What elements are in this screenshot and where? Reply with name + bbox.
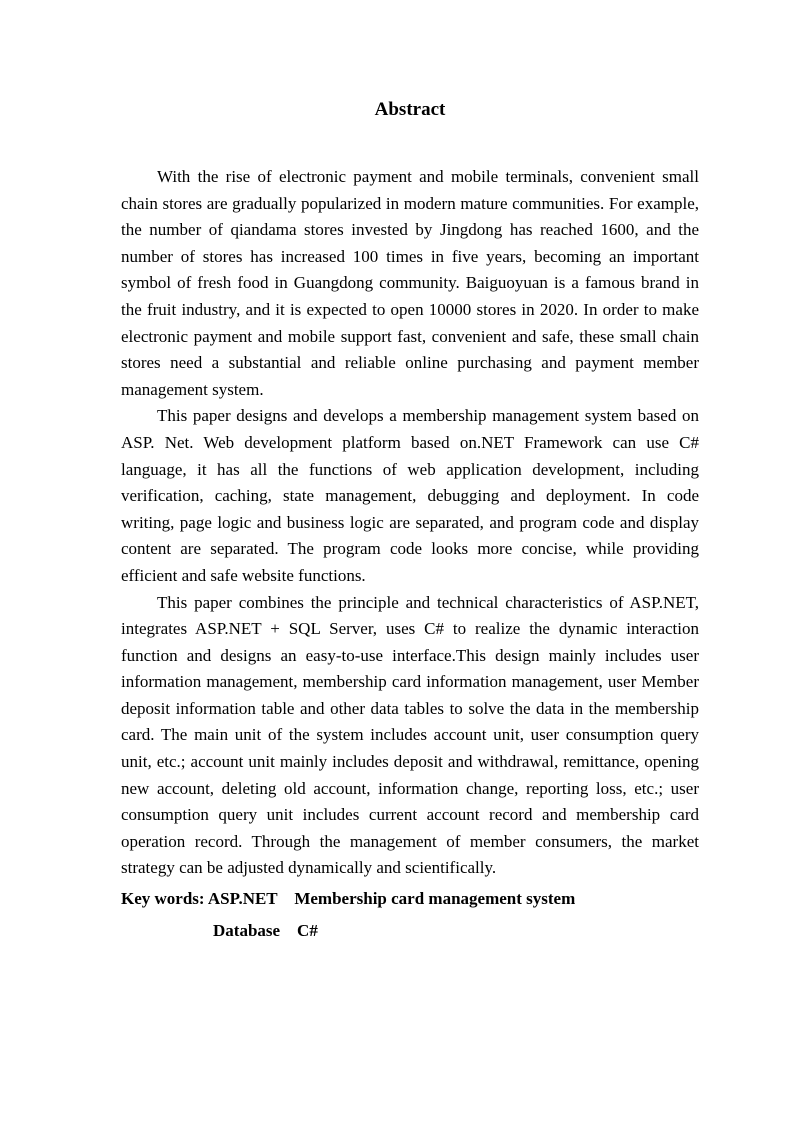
abstract-paragraph-1: With the rise of electronic payment and mobile terminals, convenient small chain stores are gradually popularized in modern mature communities. For example, the number of qiandama stores invested by Jingdong has reached 1600, and the number of stores has increased 100 times in five years, becoming an important symbol of fresh food in Guangdong community. Baiguoyuan is a famous brand in the fruit industry, and it is expected to open 10000 stores in 2020. In order to make electronic payment and mobile support fast, convenient and safe, these small chain stores need a substantial and reliable online purchasing and payment member management system. [121,167,699,399]
abstract-paragraph-3: This paper combines the principle and technical characteristics of ASP.NET, integrates ASP.NET + SQL Server, uses C# to realize the dynamic interaction function and designs an easy-to-use interface.This design mainly includes user information management, membership card information management, user Member deposit information table and other data tables to solve the data in the membership card. The main unit of the system includes account unit, user consumption query unit, etc.; account unit mainly includes deposit and withdrawal, remittance, opening new account, deleting old account, information change, reporting loss, etc.; user consumption query unit includes current account record and membership card operation record. Through the management of member consumers, the market strategy can be adjusted dynamically and scientifically. [121,592,699,878]
keywords-line-2: Database C# [213,921,318,941]
keywords-line-1: Key words: ASP.NET Membership card management system [121,889,576,909]
abstract-paragraph-2: This paper designs and develops a membership management system based on ASP. Net. Web development platform based on.NET Framework can use C# language, it has all the functions of web application development, including verification, caching, state management, debugging and deployment. In code writing, page logic and business logic are separated, and program code and display content are separated. The program code looks more concise, while providing efficient and safe website functions. [121,406,699,585]
abstract-title: Abstract [374,99,446,120]
abstract-page [121,96,699,946]
